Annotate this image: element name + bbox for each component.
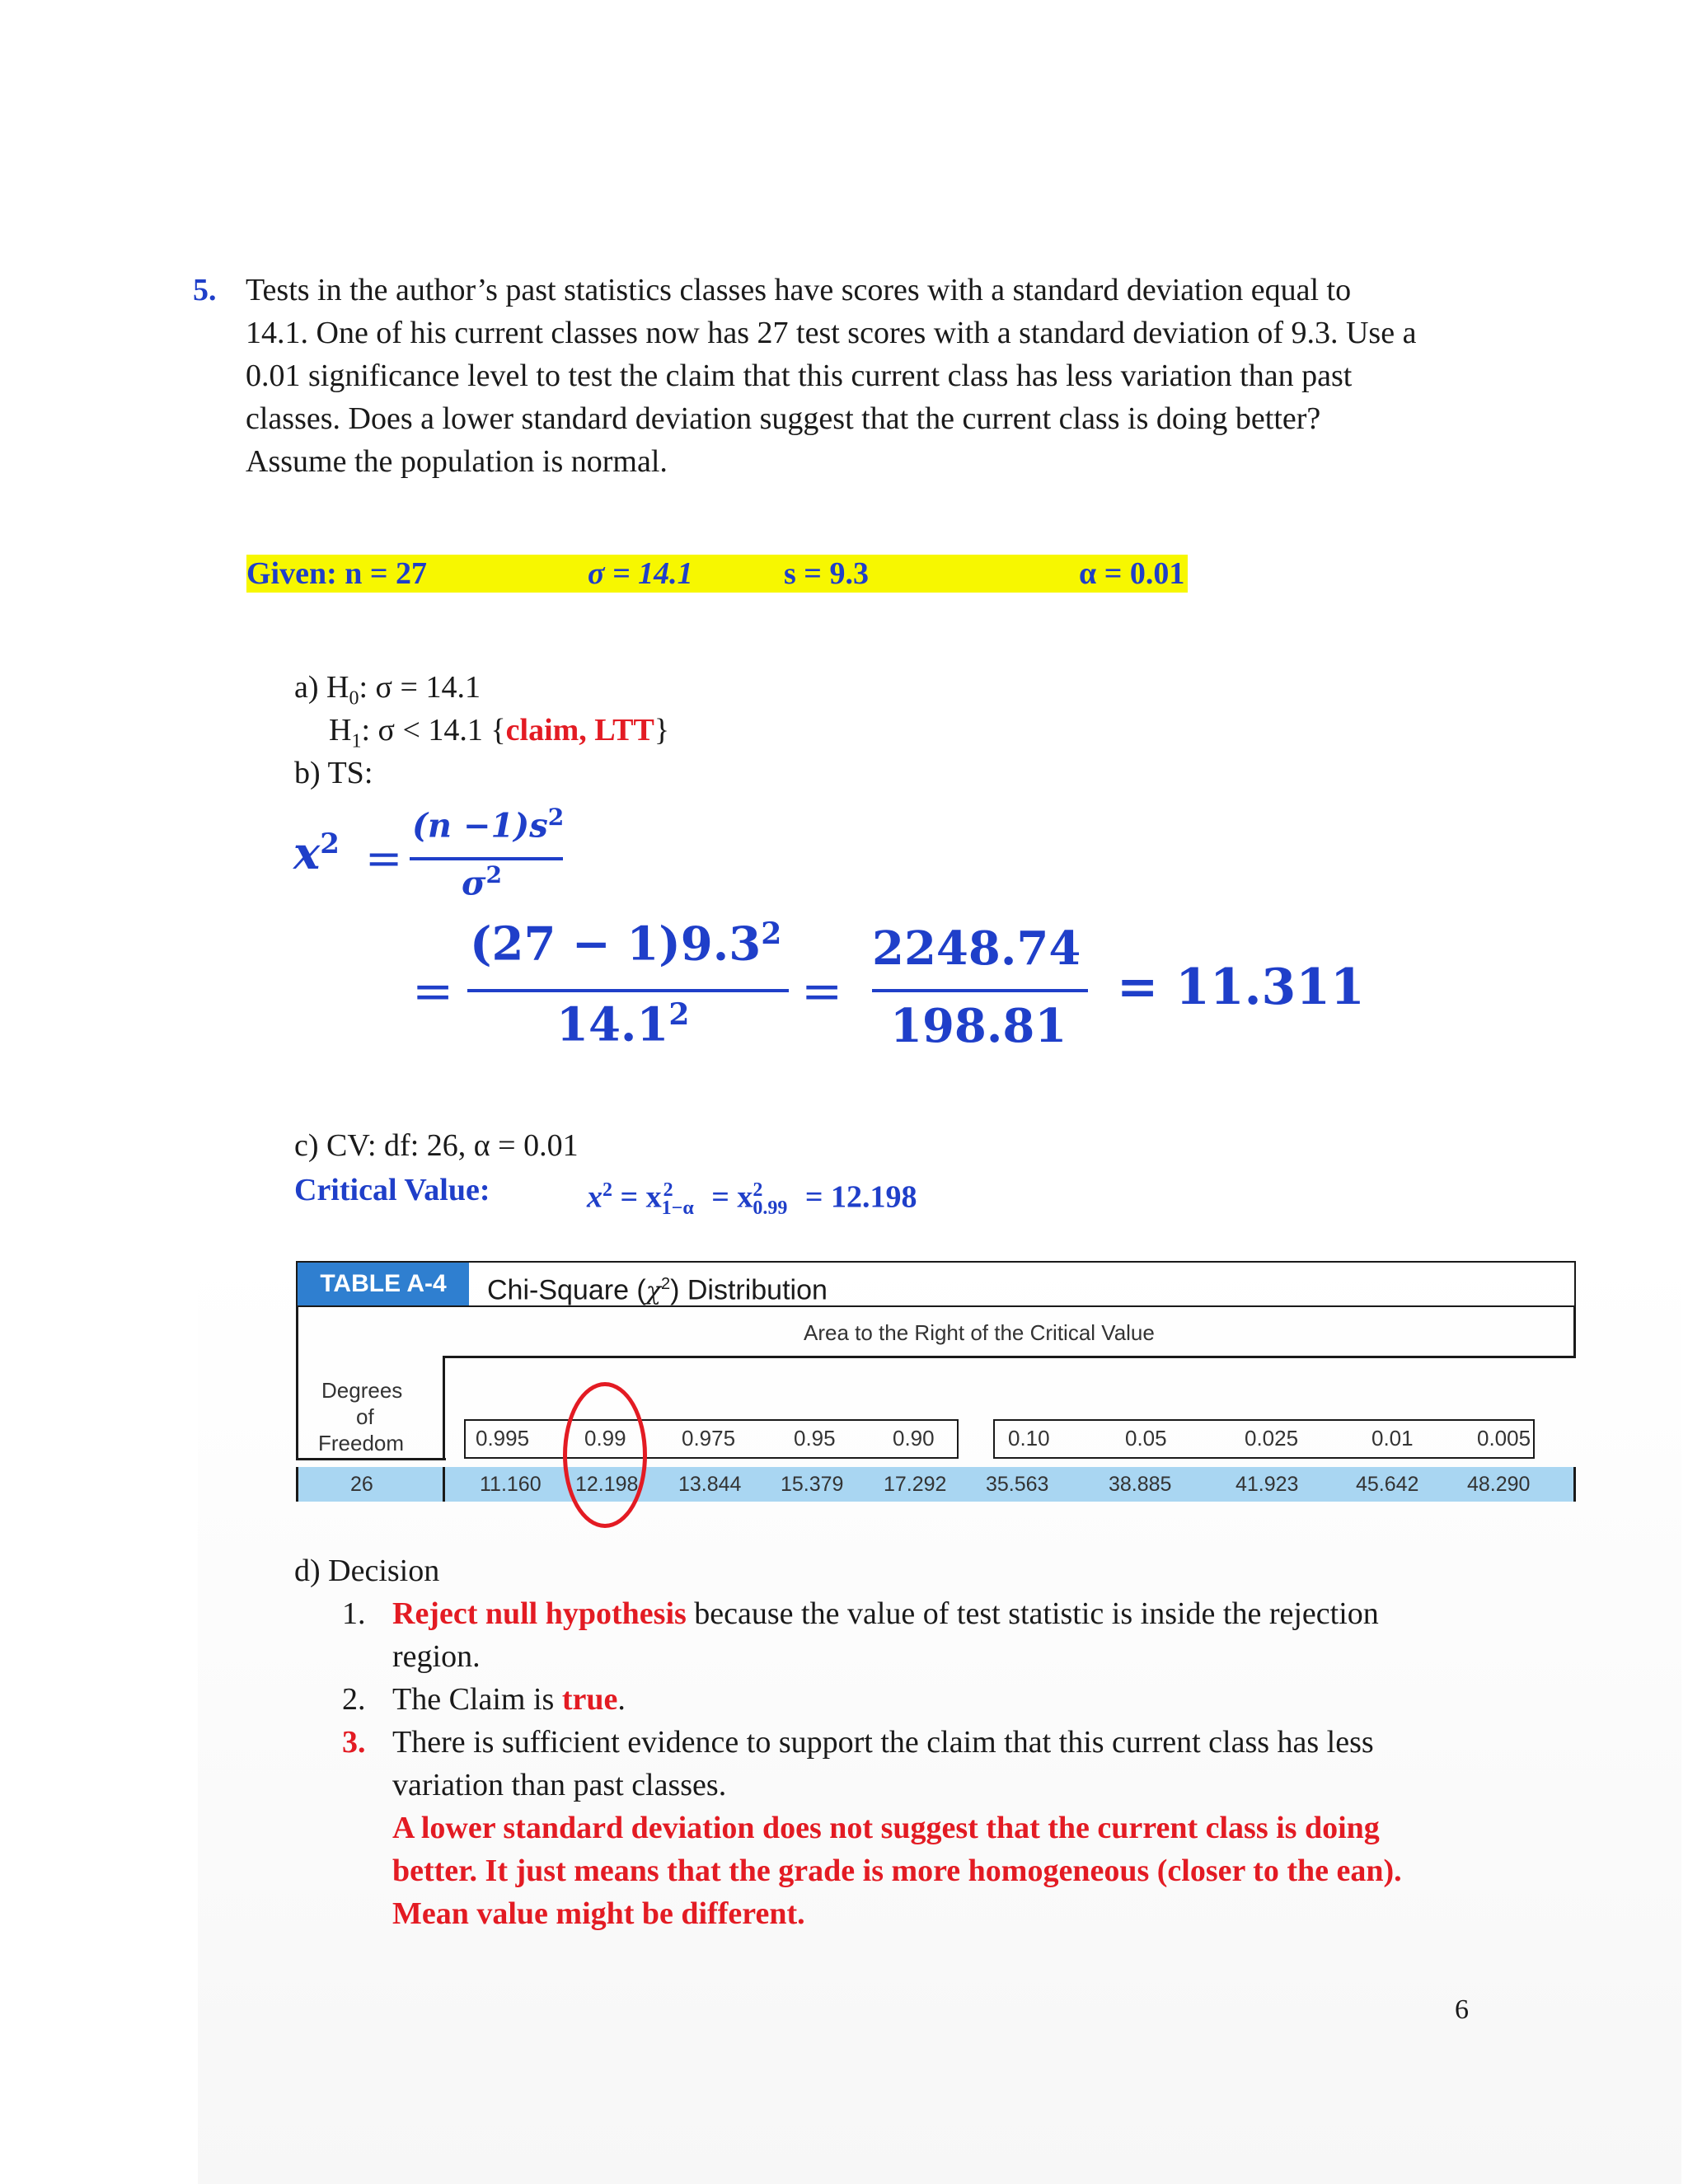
decision-3-number: 3. xyxy=(342,1725,366,1760)
note-line-3: Mean value might be different. xyxy=(392,1896,805,1931)
step-numerator: $(27 - 1)9.3^2$ xyxy=(470,916,782,972)
table-badge: TABLE A-4 xyxy=(298,1263,469,1305)
highlight-circle xyxy=(563,1382,647,1528)
note-line-1: A lower standard deviation does not suggest that the current class is doing xyxy=(392,1811,1380,1845)
df-separator xyxy=(443,1356,445,1460)
table-name: Chi-Square $(\chi^2)$ Distribution xyxy=(487,1274,828,1306)
cell-0025: 41.923 xyxy=(1236,1473,1299,1496)
given-sigma: σ = 14.1 xyxy=(588,556,693,591)
formula-equals: = xyxy=(365,832,403,884)
critical-value-label: Critical Value: xyxy=(294,1173,490,1207)
header-0005: 0.005 xyxy=(1477,1426,1531,1451)
header-0975: 0.975 xyxy=(682,1426,736,1451)
cell-090: 17.292 xyxy=(884,1473,947,1496)
header-095: 0.95 xyxy=(794,1426,836,1451)
cell-005: 38.885 xyxy=(1109,1473,1172,1496)
area-label: Area to the Right of the Critical Value xyxy=(804,1320,1155,1345)
cell-010: 35.563 xyxy=(986,1473,1049,1496)
step-bar xyxy=(467,989,789,992)
cv-line: c) CV: df: 26, α = 0.01 xyxy=(294,1128,579,1163)
cell-0975: 13.844 xyxy=(678,1473,742,1496)
table-right-line xyxy=(1573,1307,1576,1357)
cell-095: 15.379 xyxy=(781,1473,844,1496)
cell-0995: 11.160 xyxy=(480,1473,542,1496)
df-label-2: of xyxy=(356,1404,374,1429)
df-bottom-line xyxy=(296,1458,446,1460)
decision-3-line-2: variation than past classes. xyxy=(392,1768,727,1802)
critical-value-expression: $x^2 = x^2_{1-\alpha} = x^2_{0.99} = 12.198$ xyxy=(587,1179,917,1220)
decision-title: d) Decision xyxy=(294,1554,440,1588)
product-denominator: 198.81 xyxy=(890,999,1067,1053)
decision-2-number: 2. xyxy=(342,1682,366,1717)
given-s: s = 9.3 xyxy=(784,556,869,591)
given-n: Given: n = 27 xyxy=(246,556,428,591)
header-005: 0.05 xyxy=(1125,1426,1167,1451)
row-left-line xyxy=(296,1467,298,1502)
given-bar xyxy=(246,555,1188,593)
row-df: 26 xyxy=(350,1473,373,1496)
decision-2: The Claim is true. xyxy=(392,1682,626,1717)
header-0995: 0.995 xyxy=(476,1426,530,1451)
table-title-bar xyxy=(296,1261,1576,1307)
decision-3-line-1: There is sufficient evidence to support the claim that this current class has less xyxy=(392,1725,1374,1760)
test-statistic-label: b) TS: xyxy=(294,756,373,790)
step-denominator: 14.1$^2$ xyxy=(556,997,690,1052)
df-label-3: Freedom xyxy=(318,1431,405,1455)
decision-1: Reject null hypothesis because the value of test statistic is inside the rejection xyxy=(392,1596,1379,1631)
df-label-1: Degrees xyxy=(321,1378,403,1403)
problem-number: 5. xyxy=(193,273,217,307)
header-001: 0.01 xyxy=(1372,1426,1414,1451)
test-statistic-result: = 11.311 xyxy=(1117,958,1365,1016)
table-left-line xyxy=(296,1307,298,1460)
hypothesis-alt: $H_1$: σ < 14.1 {claim, LTT} xyxy=(329,713,670,752)
problem-statement xyxy=(193,269,1512,483)
decision-1-cont: region. xyxy=(392,1639,481,1674)
formula-bar xyxy=(410,857,563,860)
formula-numerator: $(n -1)s^2$ xyxy=(412,804,565,846)
header-010: 0.10 xyxy=(1008,1426,1050,1451)
formula-chi: $x^2$ xyxy=(293,827,340,879)
product-numerator: 2248.74 xyxy=(872,921,1081,976)
problem-text: Tests in the author’s past statistics classes have scores with a standard deviation equal to 14.1. One of his current classes now has 27 test scores with a standard deviation of 9.3. Use a 0.01 significance level to test the claim that this current class has less variation than past classes. Does a lower standard deviation suggest that the current class is doing better? Assume the population is normal. xyxy=(246,273,1417,479)
row-right-line xyxy=(1573,1467,1576,1502)
cell-099: 12.198 xyxy=(575,1473,639,1496)
header-099: 0.99 xyxy=(584,1426,626,1451)
note-line-2: better. It just means that the grade is more homogeneous (closer to the ean). xyxy=(392,1854,1402,1888)
area-line xyxy=(443,1356,1576,1358)
given-alpha: α = 0.01 xyxy=(1079,556,1185,591)
step-equals-2: = xyxy=(801,963,843,1020)
row-df-line xyxy=(443,1467,445,1502)
product-bar xyxy=(872,989,1088,992)
page-number: 6 xyxy=(1455,1994,1469,2025)
claim-label: claim, LTT xyxy=(505,713,654,748)
header-090: 0.90 xyxy=(893,1426,935,1451)
formula-denominator: $\sigma^2$ xyxy=(462,861,502,903)
header-0025: 0.025 xyxy=(1245,1426,1299,1451)
decision-1-number: 1. xyxy=(342,1596,366,1631)
hypothesis-null: a) $H_0$: σ = 14.1 xyxy=(294,670,481,710)
step-equals: = xyxy=(412,963,454,1020)
cell-0005: 48.290 xyxy=(1467,1473,1531,1496)
cell-001: 45.642 xyxy=(1356,1473,1419,1496)
